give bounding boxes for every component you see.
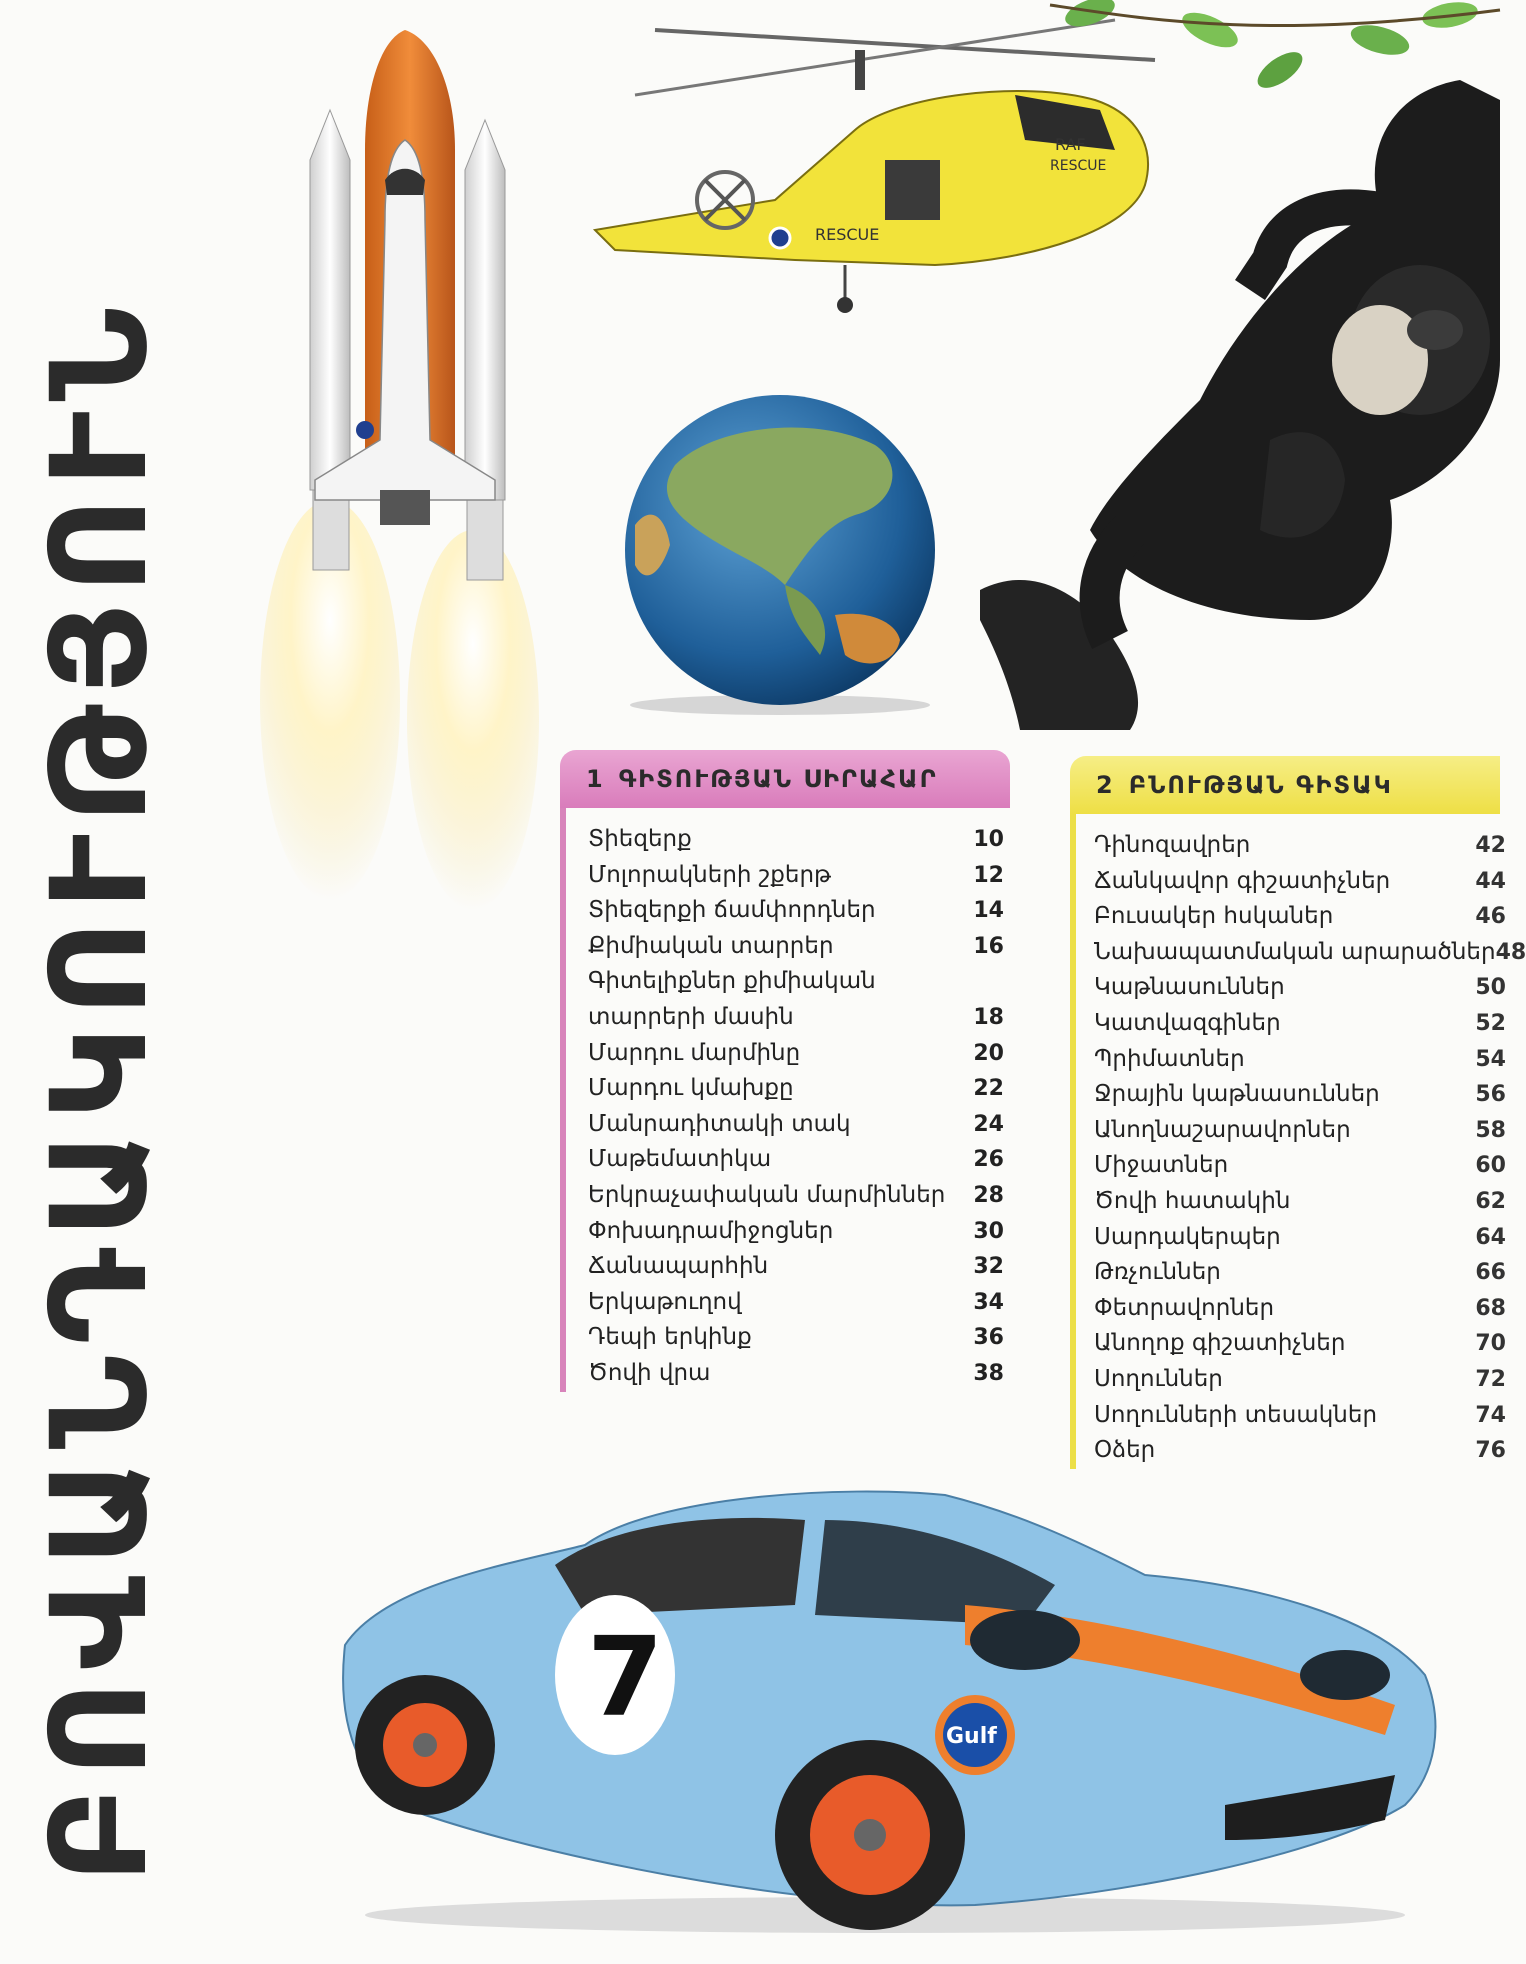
toc-entry-label: Մաթեմատիկա: [588, 1146, 772, 1173]
toc-entry-page: 28: [973, 1182, 1004, 1208]
toc-entry-page: 76: [1475, 1438, 1506, 1464]
toc-entry[interactable]: [1094, 1433, 1506, 1469]
toc-entry-page: 56: [1475, 1082, 1506, 1108]
toc-entry-page: 50: [1475, 975, 1506, 1001]
toc-entry-page: 34: [973, 1289, 1004, 1315]
toc-entry-label: Միջատներ: [1094, 1152, 1229, 1179]
toc-entry[interactable]: [588, 1142, 1004, 1178]
toc-entry[interactable]: [1094, 1184, 1506, 1220]
toc-entry-page: 74: [1475, 1402, 1506, 1428]
toc-list: [560, 808, 1010, 1392]
toc-entry[interactable]: [588, 858, 1004, 894]
toc-entry-page: 38: [973, 1360, 1004, 1386]
toc-entry-page: 52: [1475, 1010, 1506, 1036]
toc-entry-page: 10: [973, 827, 1004, 852]
section-title: ԲՆՈՒԹՅԱՆ ԳԻՏԱԿ: [1128, 771, 1393, 799]
toc-entry[interactable]: [1094, 1255, 1506, 1291]
toc-entry-label: Փետրավորներ: [1094, 1294, 1275, 1321]
toc-entry[interactable]: [1094, 1006, 1506, 1042]
toc-entry-label: Մարդու կմախքը: [588, 1075, 794, 1102]
toc-entry[interactable]: [588, 1285, 1004, 1321]
toc-entry-page: 58: [1475, 1117, 1506, 1143]
toc-entry-label: Երկաթուղով: [588, 1288, 742, 1315]
toc-entry-label: Նախապատմական արարածներ: [1094, 938, 1496, 965]
toc-entry[interactable]: [588, 1071, 1004, 1107]
heli-marking-rescue-nose: RESCUE: [1050, 158, 1107, 174]
toc-entry[interactable]: [1094, 1042, 1506, 1078]
toc-entry-label: Անողոք գիշատիչներ: [1094, 1330, 1346, 1357]
toc-entry-label: Սողունների տեսակներ: [1094, 1401, 1378, 1428]
toc-entry[interactable]: [1094, 970, 1506, 1006]
toc-entry[interactable]: [588, 1178, 1004, 1214]
toc-entry-label: Բուսակեր հսկաներ: [1094, 903, 1334, 930]
toc-entry[interactable]: [1094, 1398, 1506, 1434]
toc-entry[interactable]: [588, 1000, 1004, 1036]
toc-entry-label: Սողուններ: [1094, 1365, 1223, 1392]
section-header: [560, 750, 1010, 808]
toc-entry-label: Ծովի հատակին: [1094, 1187, 1291, 1214]
toc-entry[interactable]: [588, 1107, 1004, 1143]
toc-entry-label: Դինոզավրեր: [1094, 832, 1251, 858]
toc-entry[interactable]: [1094, 828, 1506, 864]
toc-entry-label: Անողնաշարավորներ: [1094, 1116, 1351, 1143]
section-header: [1070, 756, 1500, 814]
toc-entry-label: Ծովի վրա: [588, 1359, 711, 1386]
gibbon-illustration: [980, 60, 1500, 730]
toc-entry-page: 36: [973, 1325, 1004, 1351]
toc-entry-page: 72: [1475, 1366, 1506, 1392]
toc-entry[interactable]: [588, 1214, 1004, 1250]
contents-section-nature: [1070, 756, 1526, 1469]
toc-entry[interactable]: [588, 929, 1004, 965]
toc-entry[interactable]: [1094, 1220, 1506, 1256]
toc-entry-label: Դեպի երկինք: [588, 1324, 752, 1351]
toc-entry-label: Տիեզերքի ճամփորդներ: [588, 897, 876, 924]
page-title: ԲՈՎԱՆԴԱԿՈՒԹՅՈՒՆ: [23, 296, 177, 1884]
toc-entry-label: Գիտելիքներ քիմիական: [588, 968, 876, 995]
toc-entry[interactable]: [1094, 864, 1506, 900]
toc-entry[interactable]: [1094, 899, 1506, 935]
car-number: 7: [587, 1613, 664, 1741]
heli-marking-rescue-tail: RESCUE: [815, 225, 880, 244]
toc-entry-page: 60: [1475, 1153, 1506, 1179]
toc-list: [1070, 814, 1526, 1469]
toc-entry-page: 42: [1475, 833, 1506, 858]
toc-entry-page: 30: [973, 1218, 1004, 1244]
toc-entry-label: տարրերի մասին: [588, 1003, 794, 1030]
toc-entry-label: Տիեզերք: [588, 826, 692, 852]
toc-entry-label: Թռչուններ: [1094, 1259, 1221, 1286]
toc-entry-label: Ջրային կաթնասուններ: [1094, 1081, 1380, 1108]
toc-entry[interactable]: [588, 1036, 1004, 1072]
toc-entry-label: Մանրադիտակի տակ: [588, 1110, 851, 1137]
toc-entry-label: Կաթնասուններ: [1094, 974, 1285, 1001]
toc-entry-page: 66: [1475, 1260, 1506, 1286]
toc-entry-label: Ճանկավոր գիշատիչներ: [1094, 867, 1391, 894]
toc-entry-label: Պրիմատներ: [1094, 1045, 1245, 1072]
toc-entry[interactable]: [1094, 1291, 1506, 1327]
toc-entry[interactable]: [1094, 1113, 1506, 1149]
toc-entry-label: Ճանապարհին: [588, 1253, 769, 1280]
toc-entry[interactable]: [588, 964, 1004, 1000]
earth-globe-illustration: [615, 385, 945, 715]
section-number: 1: [586, 765, 605, 793]
toc-entry[interactable]: [1094, 1326, 1506, 1362]
toc-entry-page: 26: [973, 1147, 1004, 1173]
toc-entry-label: Քիմիական տարրեր: [588, 932, 834, 959]
toc-entry-page: 14: [973, 898, 1004, 924]
toc-entry[interactable]: [1094, 1077, 1506, 1113]
toc-entry-page: 44: [1475, 868, 1506, 894]
toc-entry-label: Երկրաչափական մարմիններ: [588, 1181, 946, 1208]
section-title: ԳԻՏՈՒԹՅԱՆ ՍԻՐԱՀԱՐ: [618, 765, 938, 793]
toc-entry[interactable]: [588, 1320, 1004, 1356]
toc-entry-page: 68: [1475, 1295, 1506, 1321]
space-shuttle-illustration: [255, 20, 585, 920]
contents-section-science: [560, 750, 1010, 1392]
toc-entry-page: 18: [973, 1004, 1004, 1030]
title-column: [0, 0, 200, 1964]
toc-entry-label: Կատվազգիներ: [1094, 1009, 1281, 1036]
race-car-illustration: [325, 1475, 1455, 1945]
toc-entry[interactable]: [1094, 1148, 1506, 1184]
toc-entry[interactable]: [1094, 935, 1526, 971]
toc-entry-label: Մոլորակների շքերթ: [588, 861, 832, 888]
toc-entry-page: 70: [1475, 1331, 1506, 1357]
toc-entry[interactable]: [588, 1249, 1004, 1285]
toc-entry-page: 16: [973, 933, 1004, 959]
toc-entry-page: 54: [1475, 1046, 1506, 1072]
car-gulf-logo: Gulf: [946, 1724, 997, 1749]
toc-entry[interactable]: [588, 822, 1004, 858]
toc-entry-page: 46: [1475, 904, 1506, 930]
section-number: 2: [1096, 771, 1115, 799]
toc-entry-page: 22: [973, 1076, 1004, 1102]
toc-entry[interactable]: [1094, 1362, 1506, 1398]
toc-entry[interactable]: [588, 1356, 1004, 1392]
toc-entry-label: Օձեր: [1094, 1437, 1156, 1464]
heli-marking-raf: RAF: [1055, 135, 1086, 154]
toc-entry-label: Փոխադրամիջոցներ: [588, 1217, 834, 1244]
toc-entry[interactable]: [588, 893, 1004, 929]
toc-entry-page: 24: [973, 1111, 1004, 1137]
toc-entry-label: Սարդակերպեր: [1094, 1223, 1281, 1250]
toc-entry-page: 32: [973, 1254, 1004, 1280]
toc-entry-page: 48: [1495, 939, 1526, 965]
toc-entry-page: 12: [973, 862, 1004, 888]
toc-entry-page: 64: [1475, 1224, 1506, 1250]
toc-entry-page: 20: [973, 1040, 1004, 1066]
toc-entry-label: Մարդու մարմինը: [588, 1039, 801, 1066]
toc-entry-page: 62: [1475, 1188, 1506, 1214]
